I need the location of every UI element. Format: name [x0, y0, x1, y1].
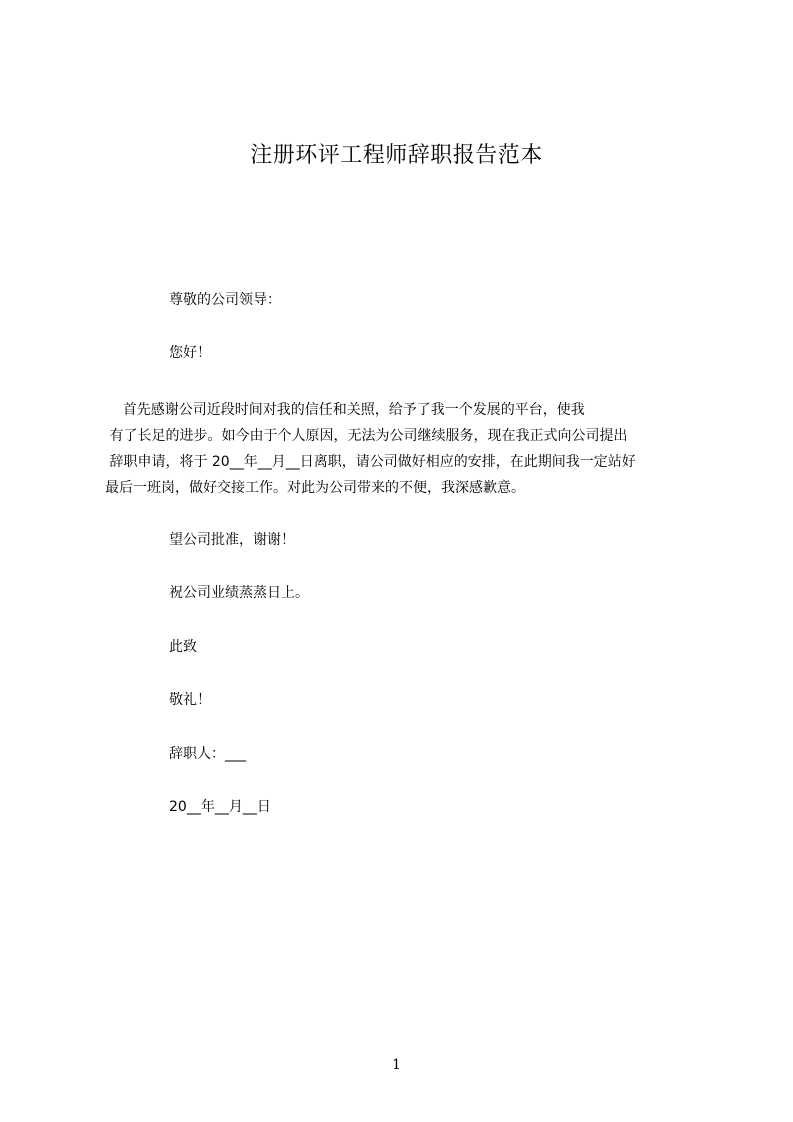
body-line: 辞职申请，将于 20__年__月__日离职，请公司做好相应的安排，在此期间我一定站好	[105, 454, 636, 470]
salutation: 尊敬的公司领导：	[169, 292, 281, 308]
signer-line: 辞职人：___	[169, 746, 246, 762]
document-title: 注册环评工程师辞职报告范本	[250, 143, 543, 168]
body-line: 最后一班岗，做好交接工作。对此为公司带来的不便，我深感歉意。	[105, 480, 525, 496]
body-paragraph	[105, 397, 699, 501]
date-line: 20__年__月__日	[169, 799, 271, 815]
closing-line-2: 敬礼！	[169, 692, 211, 708]
closing-line-1: 此致	[169, 639, 197, 655]
request-line: 望公司批准，谢谢！	[169, 532, 295, 548]
body-line: 首先感谢公司近段时间对我的信任和关照，给予了我一个发展的平台，使我	[105, 402, 585, 418]
body-line: 有了长足的进步。如今由于个人原因，无法为公司继续服务，现在我正式向公司提出	[105, 428, 628, 444]
greeting: 您好！	[169, 345, 211, 361]
page-number: 1	[392, 1057, 401, 1073]
wish-line: 祝公司业绩蒸蒸日上。	[169, 585, 309, 601]
